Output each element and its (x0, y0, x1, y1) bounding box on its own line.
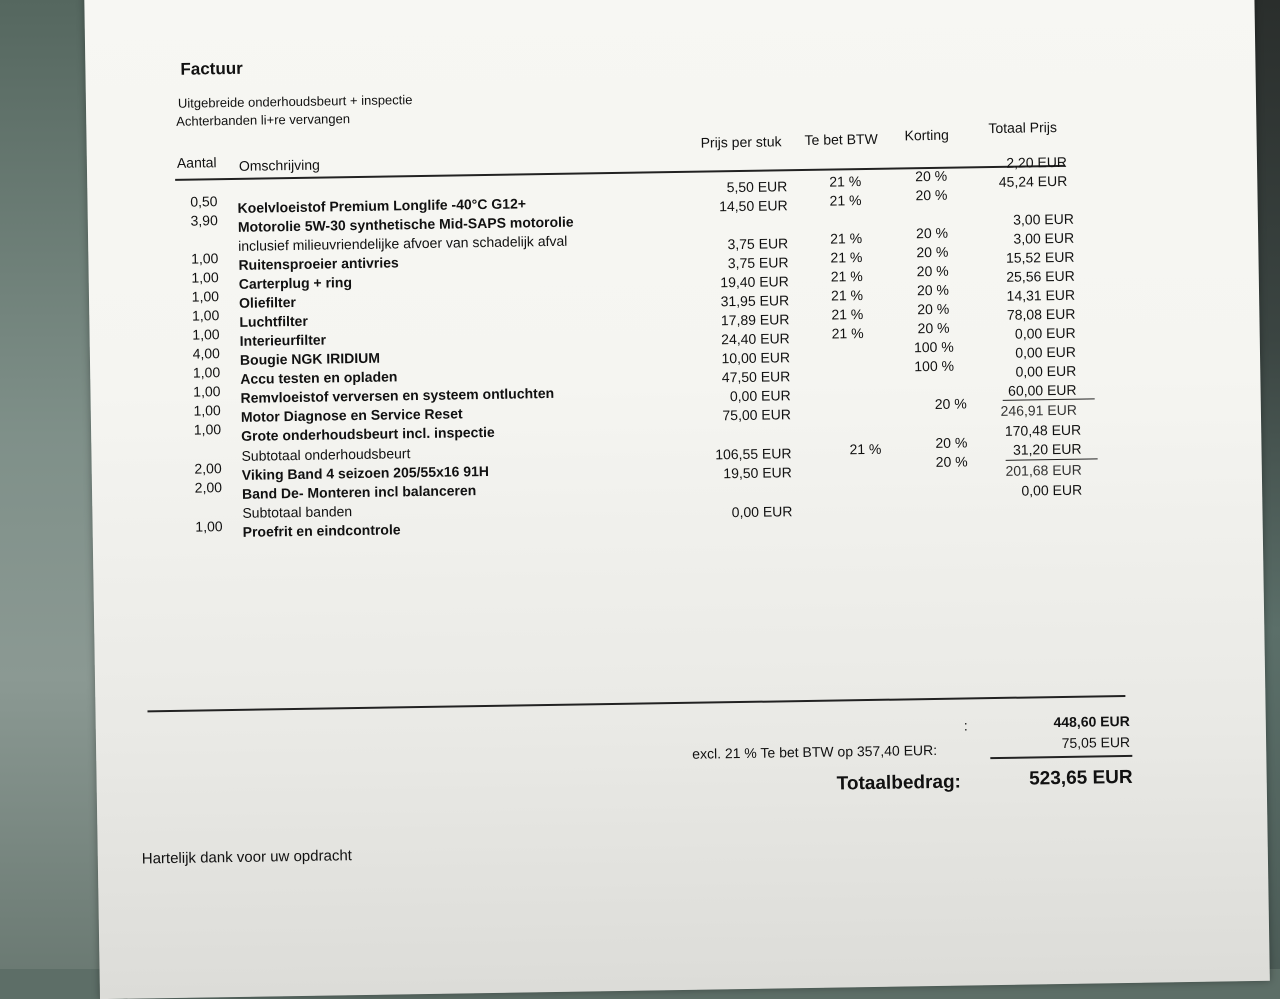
row-qty: 1,00 (193, 421, 222, 438)
row-total: 25,56 EUR (1006, 267, 1075, 285)
row-description: Band De- Monteren incl balanceren (241, 482, 477, 502)
row-discount: 20 % (917, 319, 950, 337)
row-description: Ruitensproeier antivries (238, 254, 399, 273)
row-total: 31,20 EUR (1012, 440, 1082, 458)
row-vat: 21 % (830, 249, 863, 266)
row-discount: 20 % (935, 453, 968, 470)
row-qty: 0,50 (190, 193, 218, 210)
row-description: Grote onderhoudsbeurt incl. inspectie (241, 423, 495, 444)
col-header-qty: Aantal (176, 154, 217, 171)
summary-rule (147, 695, 1125, 712)
row-unit-price: 24,40 EUR (721, 330, 790, 348)
row-total: 170,48 EUR (1004, 421, 1082, 439)
row-unit-price: 14,50 EUR (719, 197, 788, 215)
row-qty: 4,00 (192, 345, 220, 362)
row-total: 15,52 EUR (1005, 248, 1075, 266)
row-unit-price: 31,95 EUR (720, 292, 790, 310)
row-unit-price: 75,00 EUR (722, 406, 792, 424)
total-value: 523,65 EUR (1028, 766, 1133, 790)
summary-vat-label: excl. 21 % Te bet BTW op 357,40 EUR: (692, 741, 938, 762)
row-total: 3,00 EUR (1013, 210, 1074, 228)
subtotal-tires-value: 201,68 EUR (1005, 461, 1082, 479)
col-header-discount: Korting (904, 126, 950, 144)
row-description: Luchtfilter (239, 312, 308, 330)
row-description: Viking Band 4 seizoen 205/55x16 91H (241, 462, 490, 483)
row-vat: 21 % (829, 173, 862, 190)
total-rule (990, 755, 1132, 759)
row-total: 14,31 EUR (1006, 286, 1076, 304)
subtotal-maintenance-value: 246,91 EUR (1000, 401, 1077, 419)
col-header-unit-price: Prijs per stuk (700, 133, 782, 151)
row-description: Remvloeistof verversen en systeem ontluchten (240, 384, 555, 406)
col-header-vat: Te bet BTW (804, 130, 878, 148)
row-qty: 1,00 (193, 402, 221, 419)
row-vat: 21 % (830, 230, 863, 247)
subtotal-maintenance-label: Subtotaal onderhoudsbeurt (241, 445, 411, 464)
summary-subtotal-value: 448,60 EUR (1053, 712, 1130, 731)
invoice-title: Factuur (180, 58, 243, 79)
row-total: 0,00 EUR (1021, 481, 1083, 499)
row-vat: 21 % (849, 440, 882, 458)
col-header-total: Totaal Prijs (988, 118, 1058, 137)
thank-you-note: Hartelijk dank voor uw opdracht (141, 847, 353, 868)
summary-colon: : (963, 717, 968, 734)
row-description: Accu testen en opladen (240, 368, 398, 387)
col-header-desc: Omschrijving (238, 156, 320, 174)
row-unit-price: 10,00 EUR (721, 349, 791, 367)
subtotal-rule (1003, 398, 1095, 400)
row-description: Bougie NGK IRIDIUM (239, 349, 381, 368)
row-qty: 1,00 (191, 250, 219, 267)
row-discount: 100 % (914, 357, 955, 375)
row-discount: 20 % (935, 434, 968, 451)
row-vat: 21 % (831, 306, 864, 323)
row-total: 0,00 EUR (1015, 362, 1077, 380)
row-unit-price: 0,00 EUR (729, 387, 791, 405)
invoice-subtitle-1: Uitgebreide onderhoudsbeurt + inspectie (177, 92, 413, 111)
row-vat: 21 % (830, 268, 863, 285)
row-discount: 20 % (915, 186, 948, 204)
row-discount: 100 % (913, 338, 954, 356)
row-unit-price: 3,75 EUR (727, 254, 789, 272)
row-vat: 21 % (831, 325, 864, 342)
row-qty: 1,00 (193, 383, 221, 400)
row-discount: 20 % (915, 167, 948, 185)
subtotal-tires-label: Subtotaal banden (242, 503, 353, 521)
row-unit-price: 3,75 EUR (727, 235, 789, 253)
row-unit-price: 47,50 EUR (721, 368, 791, 386)
row-qty: 1,00 (191, 269, 219, 286)
row-total: 60,00 EUR (1007, 381, 1077, 399)
summary-vat-value: 75,05 EUR (1061, 733, 1131, 751)
row-qty: 1,00 (191, 307, 220, 324)
row-qty: 1,00 (192, 364, 221, 381)
row-total: 0,00 EUR (1014, 324, 1076, 342)
row-vat: 21 % (830, 287, 864, 304)
row-unit-price: 17,89 EUR (720, 311, 790, 329)
row-total: 0,00 EUR (1015, 343, 1077, 361)
row-description: Carterplug + ring (238, 274, 353, 292)
row-total: 78,08 EUR (1006, 305, 1076, 323)
row-discount: 20 % (916, 281, 950, 299)
row-unit-price: 19,40 EUR (720, 273, 789, 291)
row-unit-price: 19,50 EUR (723, 464, 792, 482)
row-qty: 1,00 (191, 288, 220, 305)
row-description: Motor Diagnose en Service Reset (240, 405, 463, 425)
row-qty: 1,00 (195, 518, 223, 535)
row-discount: 20 % (915, 224, 949, 242)
row-description: inclusief milieuvriendelijke afvoer van schadelijk afval (238, 232, 568, 254)
row-discount: 20 % (934, 395, 967, 412)
row-description: Koelvloeistof Premium Longlife -40°C G12+ (237, 195, 527, 216)
row-discount: 20 % (917, 300, 950, 318)
total-label: Totaalbedrag: (836, 771, 962, 795)
row-description: Proefrit en eindcontrole (242, 521, 401, 540)
subtotal-rule (1006, 458, 1098, 460)
row-description: Interieurfilter (239, 331, 327, 349)
row-total: 45,24 EUR (998, 172, 1068, 190)
row-description: Motorolie 5W-30 synthetische Mid-SAPS motorolie (237, 213, 574, 235)
row-discount: 20 % (916, 262, 949, 280)
row-unit-price: 106,55 EUR (715, 445, 792, 463)
row-unit-price: 0,00 EUR (731, 503, 793, 521)
row-total: 3,00 EUR (1013, 229, 1075, 247)
invoice-subtitle-2: Achterbanden li+re vervangen (176, 111, 351, 129)
row-vat: 21 % (829, 192, 862, 209)
row-discount: 20 % (916, 243, 949, 261)
row-description: Oliefilter (238, 293, 297, 311)
invoice-paper (84, 0, 1270, 999)
row-qty: 3,90 (190, 212, 218, 229)
row-qty: 2,00 (194, 479, 223, 496)
row-total: 2,20 EUR (1006, 153, 1068, 171)
row-unit-price: 5,50 EUR (726, 178, 788, 196)
row-qty: 2,00 (194, 460, 222, 477)
row-qty: 1,00 (192, 326, 220, 343)
